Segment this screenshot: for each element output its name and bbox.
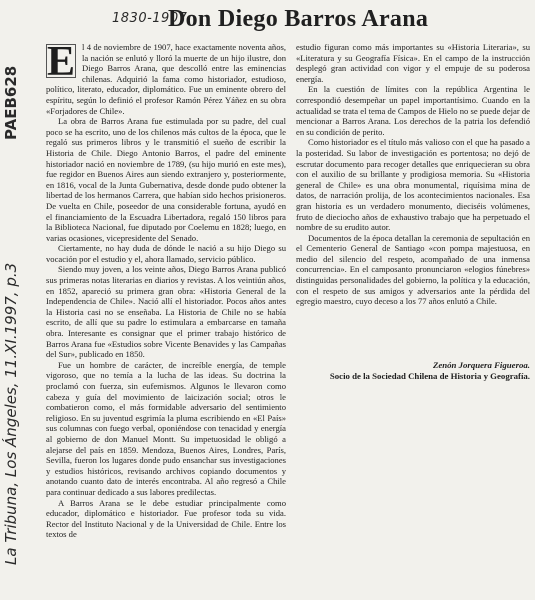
- paragraph: l 4 de noviembre de 1907, hace exactamente noventa años, la nación se enlutó y lloró la muerte de un hijo ilustre, don Diego Barros Arana, que descolló entre las eminencias chilenas. Adquirió la fama como historiador, estudioso, político, literato, educador, diplomático. Fue un eminente obrero del espíritu, según lo definió el profesor Ramón Pérez Yáñez en su obra «Forjadores de Chile».: [46, 42, 286, 116]
- handwritten-years: 1830-1907: [112, 11, 188, 26]
- author-name: Zenón Jorquera Figueroa.: [432, 360, 530, 370]
- paragraph: estudio figuran como más importantes su «Historia Literaria», su «Literatura y su Geografía Física». En el campo de la instrucción desplegó gran actividad con vigor y el empuje de su poderosa energía.: [296, 42, 530, 84]
- paragraph: Fue un hombre de carácter, de increíble energía, de temple vigoroso, que no temía a la lucha de las ideas. Su doctrina la proclamó con fuerza, sin eufemismos. Algunos le llevaron como cabeza y guía del movimiento de laicización social; otros le combatieron como, el más formidable adversario del sentimiento religioso. En su juventud esgrimía la pluma escribiendo en «El País» sus columnas con fuego verbal, oponiéndose con tenacidad y energía al gobierno de don Manuel Montt. Su impetuosidad le obligó a alejarse del país en 1859. Mendoza, Buenos Aires, Londres, París, Sevilla, fueron los lugares donde pudo ensanchar sus investigaciones y estudios históricos, revisando archivos copiando documentos y anotando cuanto dato de interés encontraba. Al año regresó a Chile para continuar dedicado a sus labores predilectas.: [46, 359, 286, 497]
- drop-cap: E: [47, 42, 76, 85]
- author-affiliation: Socio de la Sociedad Chilena de Historia y Geografía.: [329, 371, 530, 381]
- paragraph: Como historiador es el título más valioso con el que ha pasado a la posteridad. Su labor de investigación es portentosa; no dejó de escrutar documento para recoger detalles que enriquecieran su obra con el auxilio de su brillante y prodigiosa memoria. Su «Historia general de Chile» es una obra monumental, riquísima mina de datos, de narración prolija, de los acontecimientos nacionales. Esa gran historia es un verdadero monumento, dieciséis volúmenes, fruto de dieciocho años de exhaustivo trabajo que ha perpetuado el nombre de su erudito autor.: [296, 137, 530, 233]
- paragraph: En la cuestión de límites con la república Argentina le correspondió desempeñar un papel importantísimo. Cuando en la actualidad se trata el tema de Campos de Hielo no se puede dejar de mencionar a Barros Arana. Los derechos de la patria los defendió en su condición de perito.: [296, 84, 530, 137]
- article-column-left: [46, 42, 286, 598]
- handwritten-archive-code: PAEB628: [2, 65, 20, 140]
- paragraph: Ciertamente, no hay duda de dónde le nació a su hijo Diego su vocación por el estudio y el, ahora llamado, servicio público.: [46, 243, 286, 264]
- paragraph: A Barros Arana se le debe estudiar principalmente como educador, diplomático e historiador. Fue profesor toda su vida. Rector del Instituto Nacional y de la Universidad de Chile. Entre los textos de: [46, 497, 286, 540]
- article-title: Don Diego Barros Arana: [168, 6, 429, 32]
- author-signature: [296, 360, 530, 382]
- paragraph: La obra de Barros Arana fue estimulada por su padre, del cual poco se ha escrito, uno de los chilenos más cultos de la época, que le regaló sus primeros libros y le transmitió el sueño de escribir la Historia de Chile. Diego Antonio Barros, el padre del eminente historiador nació en noviembre de 1789, (su hijo murió en este mes), fue regidor en Buenos Aires aun siendo extranjero y, posteriormente, en 1816, vocal de la Junta Gubernativa, desde donde pudo obtener la libertad de los hermanos Carrera, que habían sido hechos prisioneros. De vuelta en Chile, poseedor de una considerable fortuna, ayudó en el financiamiento de la Escuadra Libertadora, regaló 150 libros para la Biblioteca Nacional, fue diputado por Coelemu en 1828; luego, en varias ocasiones, vicepresidente del Senado.: [46, 116, 286, 243]
- paragraph: Documentos de la época detallan la ceremonia de sepultación en el Cementerio General de Santiago «con pompa majestuosa, en medio del silencio del respeto, acompañado de una inmensa concurrencia». En el camposanto pronunciaron «elogios fúnebres» distinguidas personalidades del gobierno, la política y la educación, con el respeto de sus amigos y adversarios ante la pérdida del egregio maestro, cuyo deceso a los 77 años enlutó a Chile.: [296, 232, 530, 307]
- article-column-right: [296, 42, 530, 372]
- paragraph: Siendo muy joven, a los veinte años, Diego Barros Arana publicó sus primeras notas literarias en diarios y revistas. A los veintiún años, en 1852, apareció su primera gran obra: «Historia General de la Independencia de Chile». Nació allí el historiador. Pocos años antes la Historia casi no se enseñaba. La Historia de Chile no se había escrito, de allí que su padre lo estimulara a embarcarse en tamaña obra. Interesante es consignar que el primer trabajo histórico de Barros Arana fue «Estudios sobre Vicente Benavides y las Campañas del Sur», publicado en 1850.: [46, 264, 286, 360]
- handwritten-source-note: La Tribuna, Los Ángeles, 11.XI.1997, p.3: [2, 262, 20, 565]
